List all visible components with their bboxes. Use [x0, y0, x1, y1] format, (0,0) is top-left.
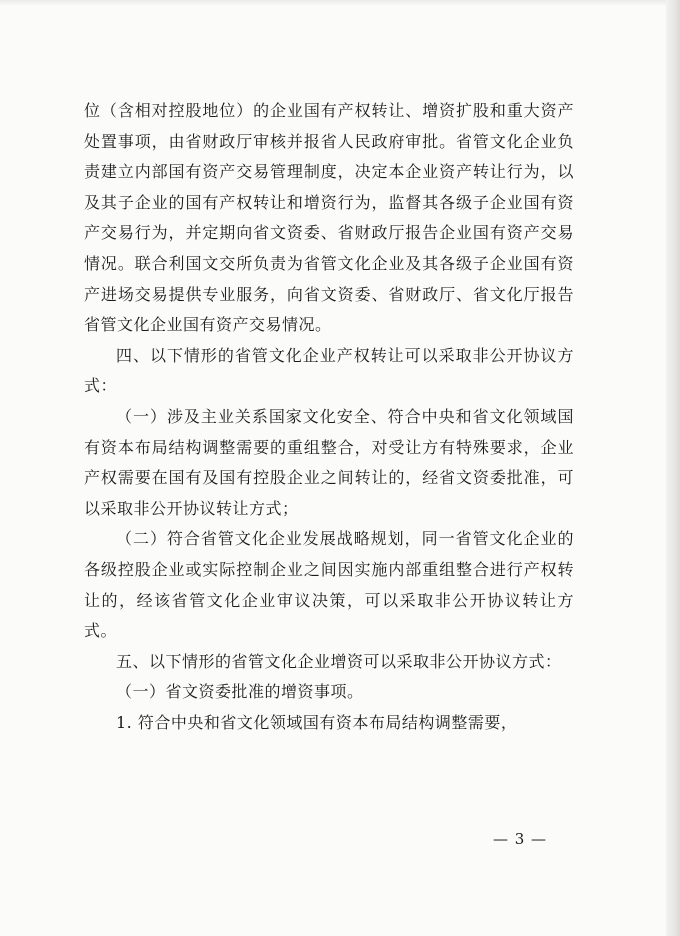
page-number: — 3 —: [492, 830, 548, 848]
paragraph-item-one-capital: （一）省文资委批准的增资事项。: [116, 682, 364, 702]
scan-edge-right: [666, 0, 680, 936]
scan-edge-top: [0, 0, 680, 6]
paragraph-continuation: 位（含相对控股地位）的企业国有产权转让、增资扩股和重大资产处置事项，由省财政厅审核并报省人民政府审批。省管文化企业负责建立内部国有资产交易管理制度，决定本企业资产转让行为，以及其子企业的国有产权转让和增资行为，监督其各级子企业国有资产交易行为，并定期向省文资委、省财政厅报告企业国有资产交易情况。联合利国文交所负责为省管文化企业及其各级子企业国有资产进场交易提供专业服务，向省文资委、省财政厅、省文化厅报告省管文化企业国有资产交易情况。: [84, 101, 574, 335]
paragraph-item-two: （二）符合省管文化企业发展战略规划，同一省管文化企业的各级控股企业或实际控制企业之间因实施内部重组整合进行产权转让的，经该省管文化企业审议决策，可以采取非公开协议转让方式。: [84, 529, 574, 641]
paragraph-article-four: 四、以下情形的省管文化企业产权转让可以采取非公开协议方式：: [84, 345, 574, 396]
paragraph-item-one: （一）涉及主业关系国家文化安全、符合中央和省文化领域国有资本布局结构调整需要的重组整合，对受让方有特殊要求，企业产权需要在国有及国有控股企业之间转让的，经省文资委批准，可以采取非公开协议转让方式；: [84, 406, 574, 518]
paragraph-subitem-one: 1. 符合中央和省文化领域国有资本布局结构调整需要，: [116, 712, 518, 732]
paragraph-article-five: 五、以下情形的省管文化企业增资可以采取非公开协议方式：: [116, 651, 562, 671]
document-body: [84, 96, 574, 738]
